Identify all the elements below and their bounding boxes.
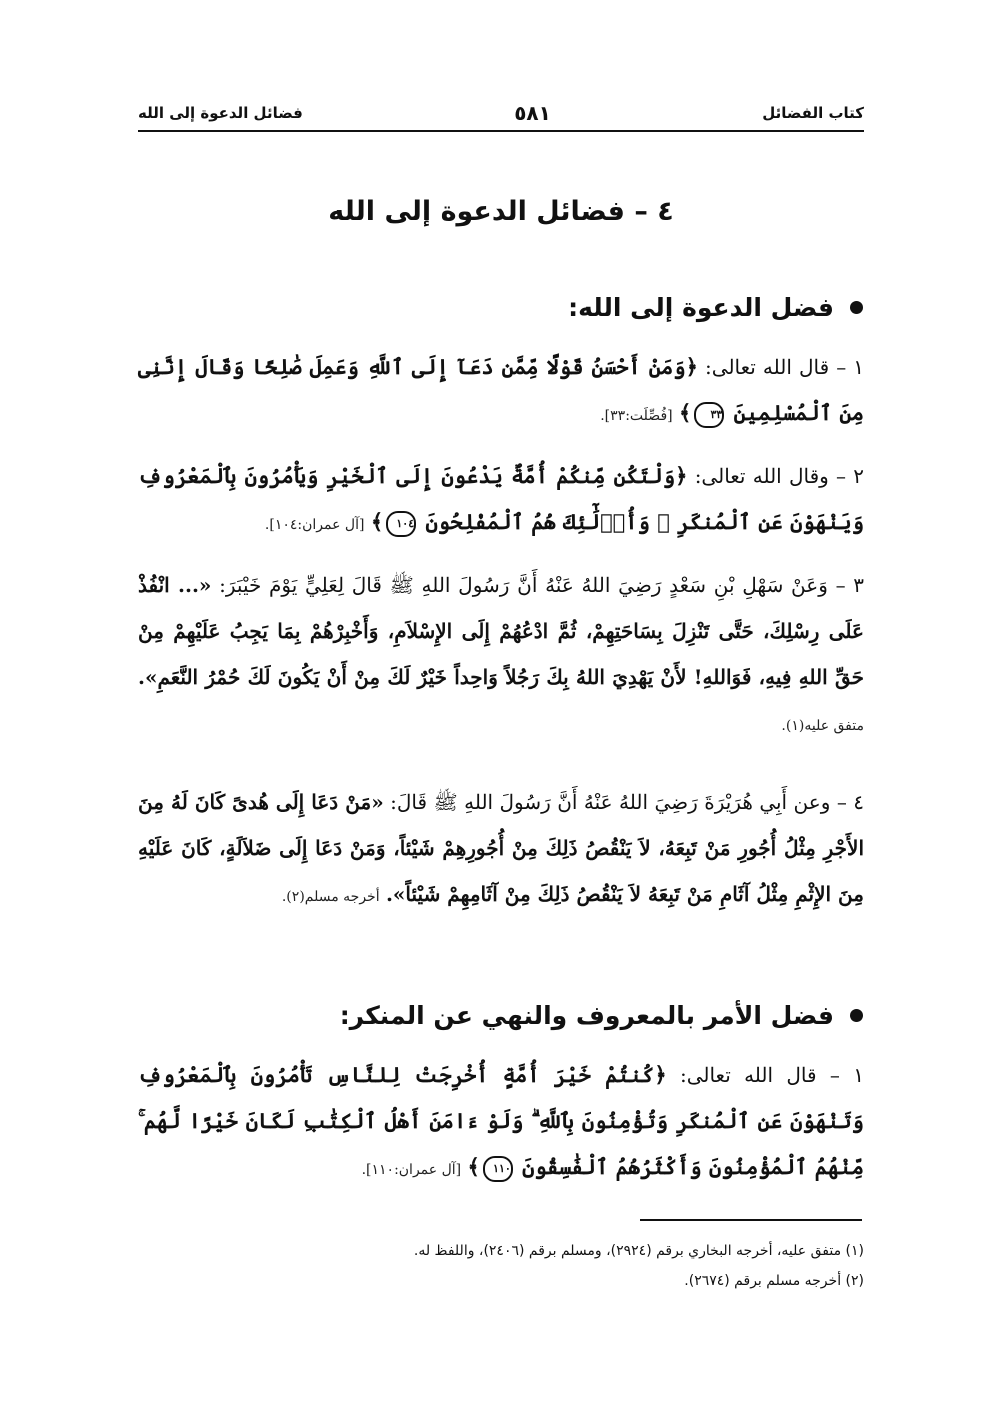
page-number: ٥٨١ (514, 101, 551, 125)
paragraph-2 (138, 453, 864, 548)
header-book-title: كتاب الفضائل (762, 104, 864, 122)
verse-close: ﴾ (467, 1154, 480, 1179)
section-title: فضل الأمر بالمعروف والنهي عن المنكر: (339, 1001, 834, 1030)
item-intro: وَعَنْ سَهْلِ بْنِ سَعْدٍ رَضِيَ اللهُ عَنْهُ أَنَّ رَسُولَ اللهِ ﷺ قَالَ لِعَلِيٍّ يَوْمَ خَيْبَرَ: (219, 573, 828, 597)
hadith-text: «... انْفُذْ عَلَى رِسْلِكَ، حَتَّى تَنْزِلَ بِسَاحَتِهِمْ، ثُمَّ ادْعُهُمْ إِلَى الإِسْلاَمِ، وَأَخْبِرْهُمْ بِمَا يَجِبُ عَلَيْهِمْ مِنْ حَقِّ اللهِ فِيهِ، فَوَاللهِ! لأَنْ يَهْدِيَ اللهُ بِكَ رَجُلاً وَاحِداً خَيْرٌ لَكَ مِنْ أَنْ يَكُونَ لَكَ حُمْرُ النَّعَمِ». (138, 573, 864, 689)
paragraph-1 (138, 344, 864, 439)
item-number: ٤ – (836, 790, 864, 814)
hadith-text: «مَنْ دَعَا إِلَى هُدىً كَانَ لَهُ مِنَ الأَجْرِ مِثْلُ أُجُورِ مَنْ تَبِعَهُ، لاَ يَنْقُصُ ذَلِكَ مِنْ أُجُورِهِمْ شَيْئاً، وَمَنْ دَعَا إِلَى ضَلاَلَةٍ، كَانَ عَلَيْهِ مِنَ الإِثْمِ مِثْلُ آثَامِ مَنْ تَبِعَهُ لاَ يَنْقُصُ ذَلِكَ مِنْ آثَامِهِمْ شَيْئاً». (138, 790, 864, 906)
verse-close: ﴾ (678, 400, 692, 425)
item-intro: قال الله تعالى: (679, 1063, 817, 1087)
item-number: ٢ – (836, 464, 865, 488)
verse-reference: [آل عمران:١١٠]. (361, 1162, 462, 1178)
paragraph-5 (138, 1052, 864, 1193)
hadith-reference: متفق عليه(١). (781, 718, 864, 734)
paragraph-4 (138, 779, 864, 920)
section-title: فضل الدعوة إلى الله: (568, 293, 834, 322)
verse-reference: [فُصِّلَت:٣٣]. (600, 408, 673, 424)
bullet-icon (850, 301, 863, 314)
quran-verse: ﴿وَلْتَكُن مِّنكُمْ أُمَّةٌ يَدْعُونَ إِلَى ٱلْخَيْرِ وَيَأْمُرُونَ بِٱلْمَعْرُوفِ وَيَنْهَوْنَ عَنِ ٱلْمُنكَرِ ۚ وَأُو۟لَٰٓئِكَ هُمُ ٱلْمُفْلِحُونَ (138, 463, 864, 534)
item-intro: وعن أَبِي هُرَيْرَةَ رَضِيَ اللهُ عَنْهُ أَنَّ رَسُولَ اللهِ ﷺ قَالَ: (390, 790, 831, 814)
quran-verse: ﴿وَمَنْ أَحْسَنُ قَوْلًا مِّمَّن دَعَآ إِلَى ٱللَّهِ وَعَمِلَ صَٰلِحًا وَقَالَ إِنَّنِى مِنَ ٱلْمُسْلِمِينَ (138, 354, 864, 425)
item-number: ٣ – (835, 573, 865, 597)
quran-verse: ﴿كُنتُمْ خَيْرَ أُمَّةٍ أُخْرِجَتْ لِلنَّاسِ تَأْمُرُونَ بِٱلْمَعْرُوفِ وَتَنْهَوْنَ عَنِ ٱلْمُنكَرِ وَتُؤْمِنُونَ بِٱللَّهِ ۗ وَلَوْ ءَامَنَ أَهْلُ ٱلْكِتَٰبِ لَكَانَ خَيْرًا لَّهُم ۚ مِّنْهُمُ ٱلْمُؤْمِنُونَ وَأَكْثَرُهُمُ ٱلْفَٰسِقُونَ (138, 1062, 864, 1179)
item-number: ١ – (836, 355, 865, 379)
item-intro: وقال الله تعالى: (694, 464, 829, 488)
footnote-2: (٢) أخرجه مسلم برقم (٢٦٧٤). (684, 1273, 864, 1289)
hadith-reference: أخرجه مسلم(٢). (281, 889, 380, 905)
verse-reference: [آل عمران:١٠٤]. (264, 517, 365, 533)
ayah-number-icon: ١٠٤ (386, 511, 416, 537)
section-heading-dawah (568, 293, 863, 322)
item-number: ١ – (829, 1063, 864, 1087)
footnote-1: (١) متفق عليه، أخرجه البخاري برقم (٢٩٢٤)، ومسلم برقم (٢٤٠٦)، واللفظ له. (413, 1243, 864, 1259)
header-divider (138, 130, 864, 132)
running-header (138, 96, 864, 130)
header-chapter-title: فضائل الدعوة إلى الله (138, 104, 303, 122)
paragraph-3 (138, 562, 864, 749)
ayah-number-icon: ٣٣ (694, 402, 724, 428)
chapter-title: ٤ – فضائل الدعوة إلى الله (328, 196, 674, 227)
footnote-divider (640, 1219, 862, 1221)
bullet-icon (850, 1009, 863, 1022)
section-heading-enjoining-good (340, 1001, 863, 1030)
ayah-number-icon: ١١٠ (483, 1156, 513, 1182)
footnotes (138, 1236, 864, 1296)
item-intro: قال الله تعالى: (705, 355, 830, 379)
verse-close: ﴾ (370, 509, 384, 534)
